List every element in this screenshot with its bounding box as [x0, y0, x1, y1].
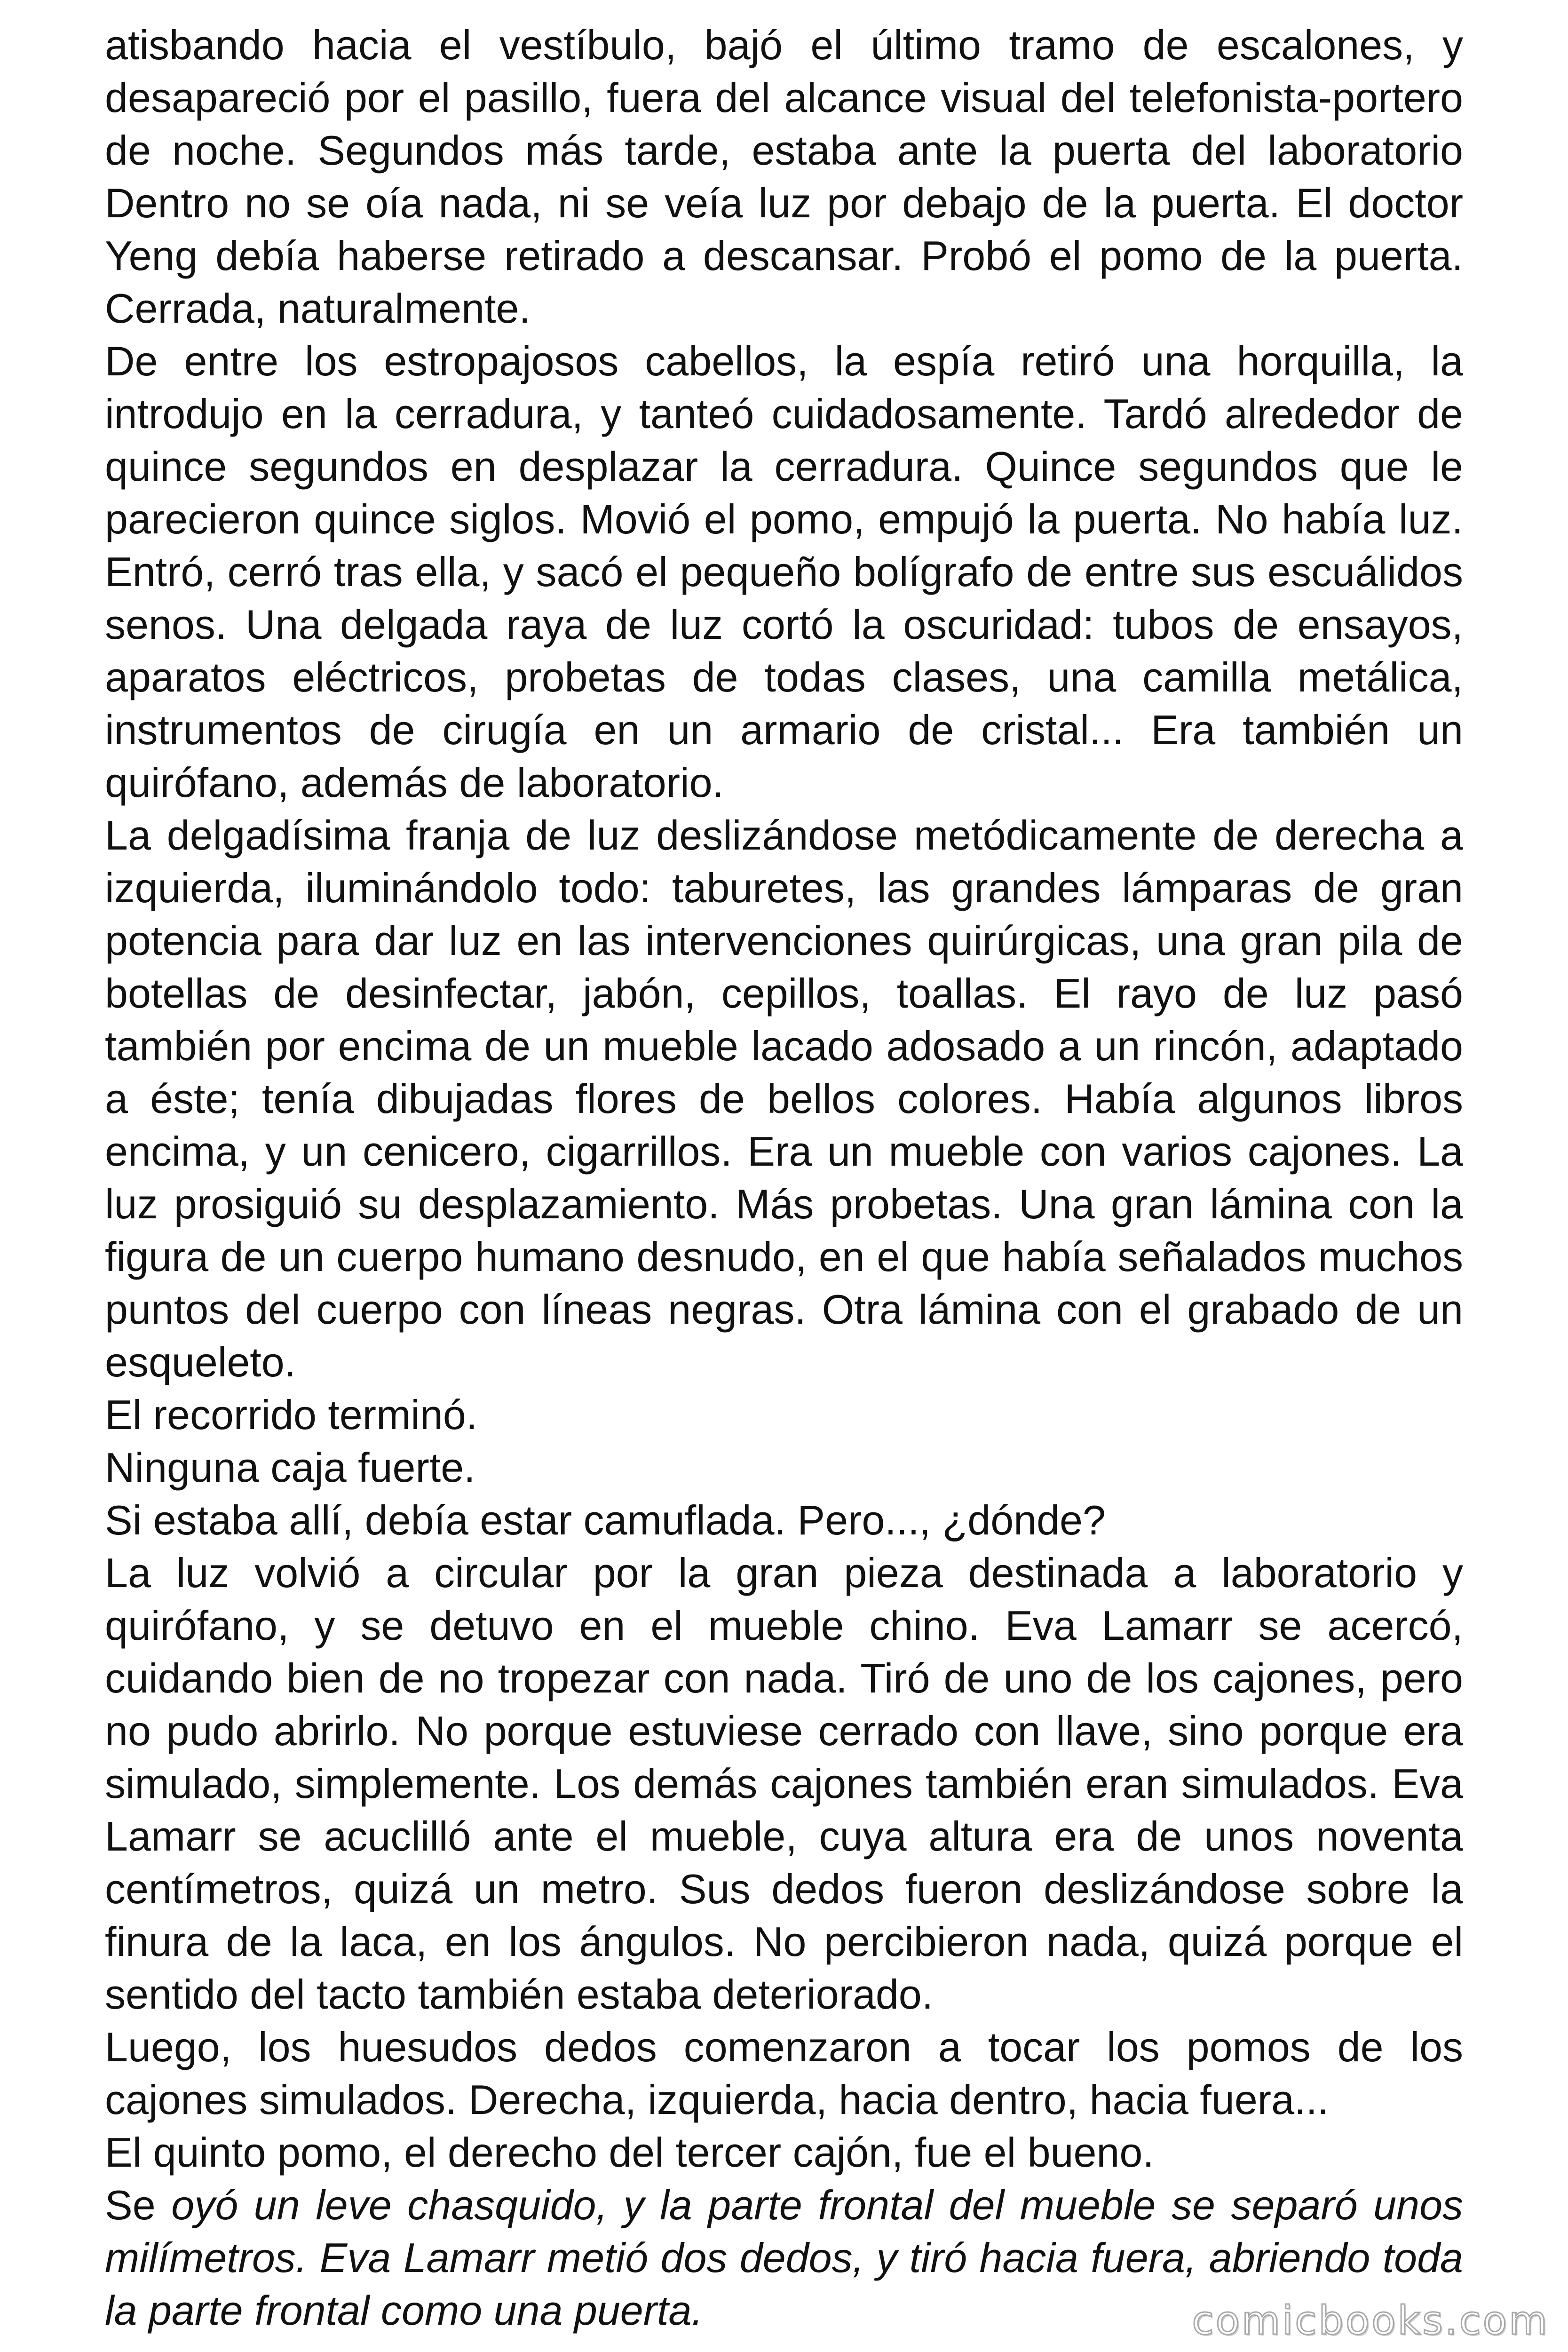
paragraph-4: El recorrido terminó. — [105, 1391, 478, 1438]
paragraph-6: Si estaba allí, debía estar camuflada. Pero..., ¿dónde? — [105, 1497, 1106, 1543]
page-text — [105, 19, 1463, 2337]
paragraph-10-italic: oyó un leve chasquido, y la parte frontal del mueble se separó unos milímetros. Eva Lamarr metió dos dedos, y tiró hacia fuera, abriendo toda la parte frontal como una puerta. — [105, 2182, 1464, 2334]
paragraph-8: Luego, los huesudos dedos comenzaron a tocar los pomos de los cajones simulados. Derecha, izquierda, hacia dentro, hacia fuera... — [105, 2024, 1463, 2123]
paragraph-5: Ninguna caja fuerte. — [105, 1444, 475, 1491]
paragraph-9: El quinto pomo, el derecho del tercer cajón, fue el bueno. — [105, 2129, 1154, 2176]
paragraph-1: atisbando hacia el vestíbulo, bajó el último tramo de escalones, y desapareció por el pasillo, fuera del alcance visual del telefonista-portero de noche. Segundos más tarde, estaba ante la puerta del laboratorio Dentro no se oía nada, ni se veía luz por debajo de la puerta. El doctor Yeng debía haberse retirado a descansar. Probó el pomo de la puerta. Cerrada, naturalmente. — [105, 22, 1463, 332]
paragraph-7: La luz volvió a circular por la gran pieza destinada a laboratorio y quirófano, y se detuvo en el mueble chino. Eva Lamarr se acercó, cuidando bien de no tropezar con nada. Tiró de uno de los cajones, pero no pudo abrirlo. No porque estuviese cerrado con llave, sino porque era simulado, simplemente. Los demás cajones también eran simulados. Eva Lamarr se acuclilló ante el mueble, cuya altura era de unos noventa centímetros, quizá un metro. Sus dedos fueron deslizándose sobre la finura de la laca, en los ángulos. No percibieron nada, quizá porque el sentido del tacto también estaba deteriorado. — [105, 1549, 1463, 2018]
paragraph-3: La delgadísima franja de luz deslizándose metódicamente de derecha a izquierda, iluminándolo todo: taburetes, las grandes lámparas de gran potencia para dar luz en las intervenciones quirúrgicas, una gran pila de botellas de desinfectar, jabón, cepillos, toallas. El rayo de luz pasó también por encima de un mueble lacado adosado a un rincón, adaptado a éste; tenía dibujadas flores de bellos colores. Había algunos libros encima, y un cenicero, cigarrillos. Era un mueble con varios cajones. La luz prosiguió su desplazamiento. Más probetas. Una gran lámina con la figura de un cuerpo humano desnudo, en el que había señalados muchos puntos del cuerpo con líneas negras. Otra lámina con el grabado de un esqueleto. — [105, 812, 1463, 1385]
watermark-logo: comicbooks.com — [1192, 2297, 1549, 2344]
paragraph-2: De entre los estropajosos cabellos, la espía retiró una horquilla, la introdujo en la cerradura, y tanteó cuidadosamente. Tardó alrededor de quince segundos en desplazar la cerradura. Quince segundos que le parecieron quince siglos. Movió el pomo, empujó la puerta. No había luz. Entró, cerró tras ella, y sacó el pequeño bolígrafo de entre sus escuálidos senos. Una delgada raya de luz cortó la oscuridad: tubos de ensayos, aparatos eléctricos, probetas de todas clases, una camilla metálica, instrumentos de cirugía en un armario de cristal... Era también un quirófano, además de laboratorio. — [105, 338, 1463, 806]
paragraph-10-lead: Se — [105, 2182, 156, 2228]
